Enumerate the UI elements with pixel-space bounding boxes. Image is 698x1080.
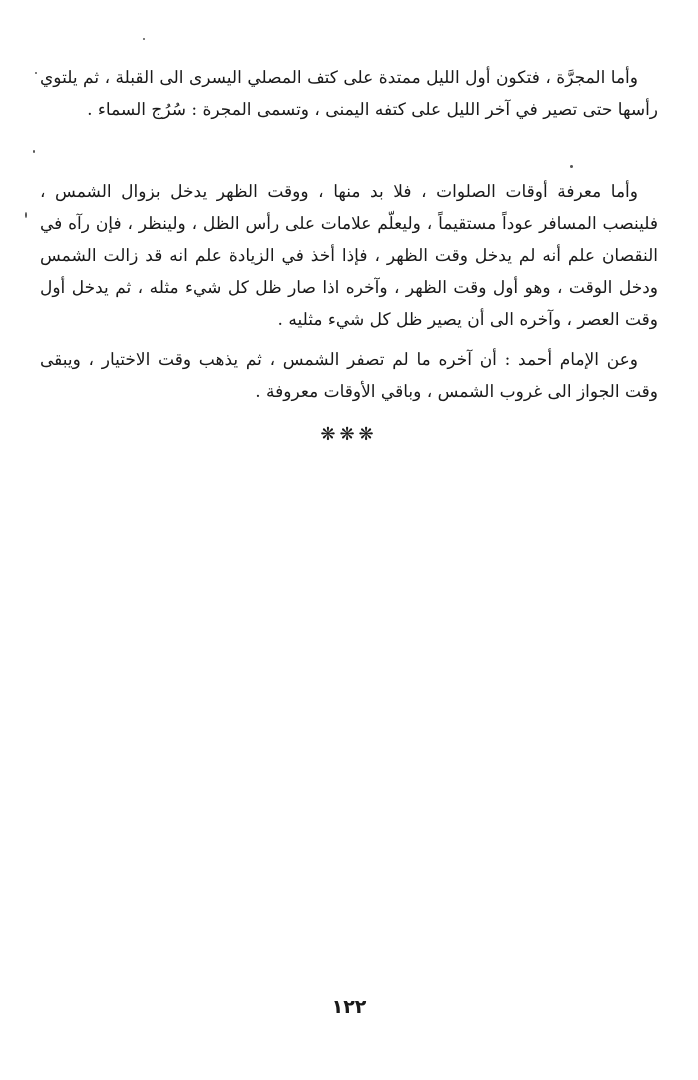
section-separator: ❋❋❋: [320, 424, 378, 445]
scan-speck: [35, 72, 37, 74]
paragraph-imam-ahmad: [40, 344, 658, 408]
page-number: ١٢٢: [331, 996, 367, 1018]
scan-speck: [143, 38, 145, 40]
paragraph-milky-way: [40, 62, 658, 126]
scan-speck: [570, 165, 573, 168]
paragraph-prayer-times: [40, 176, 658, 336]
paragraph-text: وأما معرفة أوقات الصلوات ، فلا بد منها ، ووقت الظهر يدخل بزوال الشمس ، فلينصب المسافر عوداً مستقيماً ، وليعلّم علامات على رأس الظل ، ولينظر ، فإن رآه في النقصان علم أنه لم يدخل وقت الظهر ، فإذا أخذ في الزيادة علم انه قد زالت الشمس ودخل الوقت ، وهو أول وقت الظهر ، وآخره اذا صار ظل كل شيء مثله ، ثم يدخل أول وقت العصر ، وآخره الى أن يصير ظل كل شيء مثليه .: [40, 182, 658, 330]
paragraph-text: وأما المجرَّة ، فتكون أول الليل ممتدة على كتف المصلي اليسرى الى القبلة ، ثم يلتوي رأسها حتى تصير في آخر الليل على كتفه اليمنى ، وتسمى المجرة : سُرُج السماء .: [40, 68, 658, 120]
scan-speck: [25, 212, 27, 218]
scan-speck: [33, 150, 35, 153]
paragraph-text: وعن الإمام أحمد : أن آخره ما لم تصفر الشمس ، ثم يذهب وقت الاختيار ، ويبقى وقت الجواز الى غروب الشمس ، وباقي الأوقات معروفة .: [40, 350, 658, 402]
